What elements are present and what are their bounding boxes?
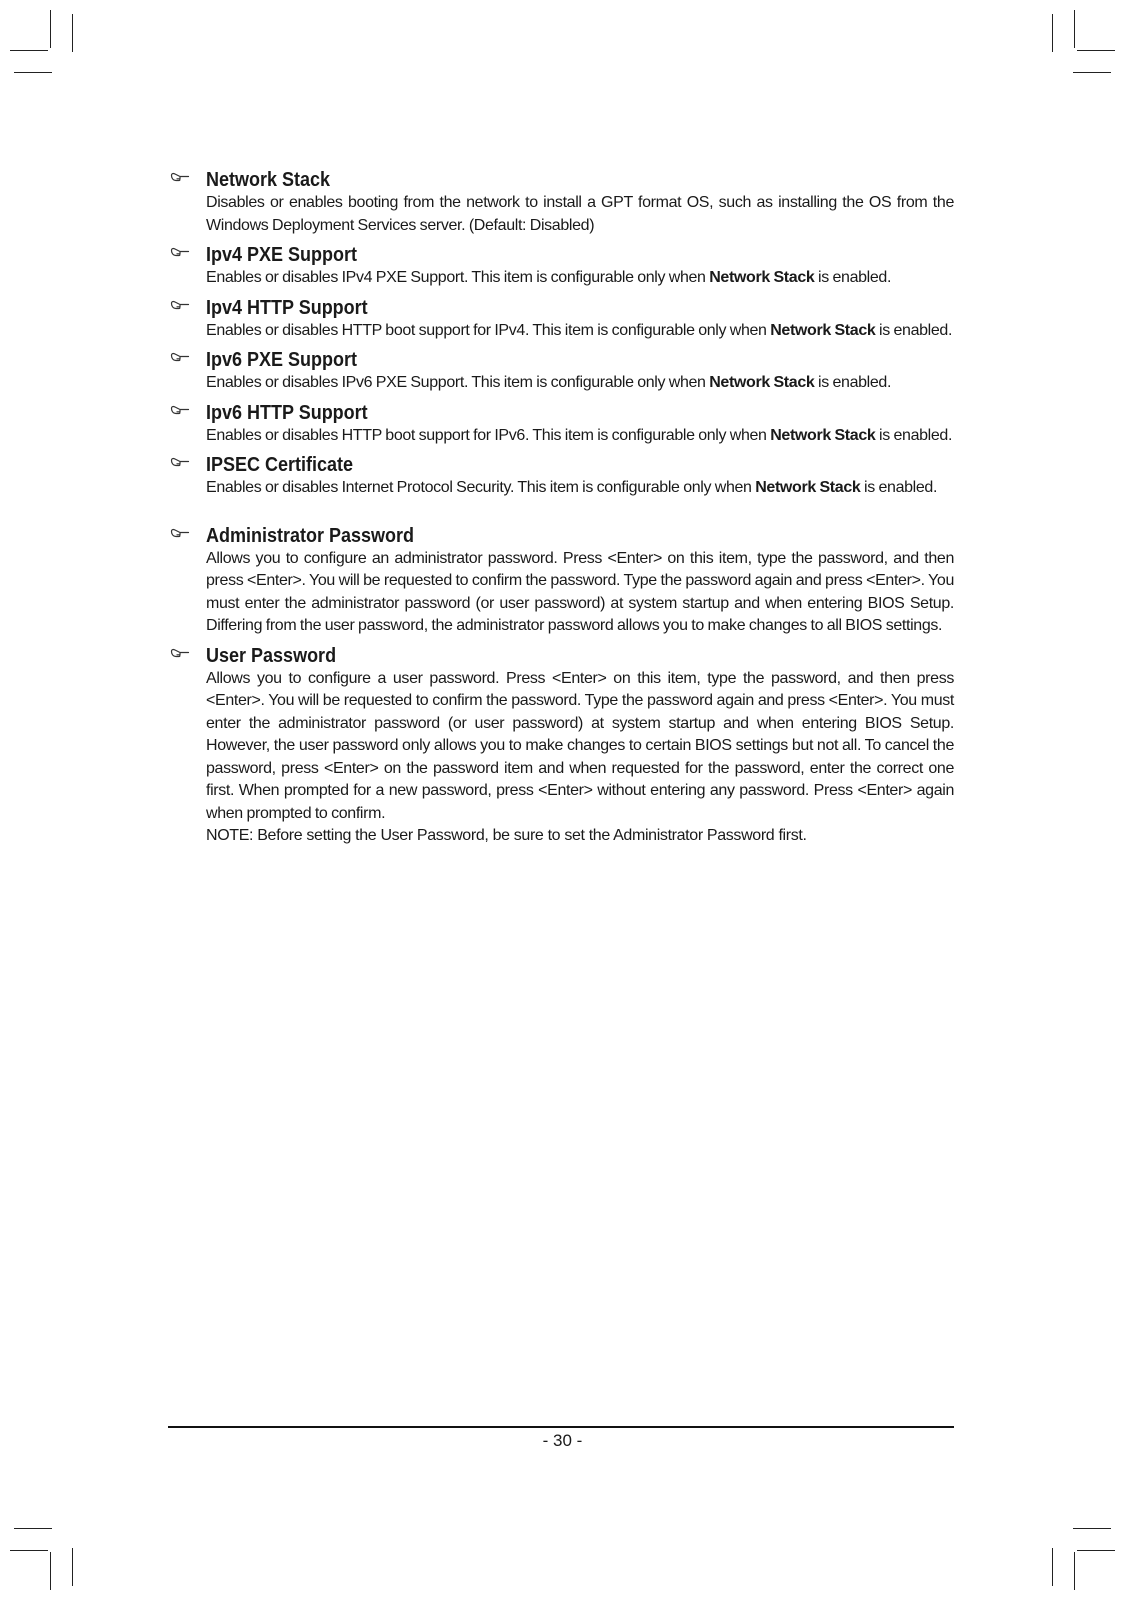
crop-mark (1073, 72, 1111, 73)
setting-title: Ipv4 PXE Support (206, 244, 358, 266)
setting-title: Ipv6 HTTP Support (206, 401, 368, 424)
emphasized-term: Network Stack (770, 426, 876, 444)
description-text: is enabled. (860, 479, 938, 496)
description-text: is enabled. (814, 269, 892, 286)
emphasized-term: Network Stack (755, 479, 861, 496)
content (168, 168, 954, 854)
emphasized-term: Network Stack (709, 374, 815, 391)
description-text: is enabled. (875, 426, 953, 444)
crop-mark (1052, 1548, 1053, 1586)
description-text: Enables or disables HTTP boot support for IPv4. This item is configurable only when (206, 321, 771, 339)
setting-description (206, 320, 954, 343)
pointing-hand-icon (170, 528, 190, 540)
setting-item (168, 644, 954, 848)
crop-mark (14, 72, 52, 73)
setting-description (206, 477, 954, 500)
setting-description (206, 668, 954, 826)
description-text: Disables or enables booting from the network to install a GPT format OS, such as installing the OS from the Windows Deployment Services server. (Default: Disabled) (206, 194, 954, 234)
pointing-hand-icon (170, 352, 190, 364)
setting-title: Ipv4 HTTP Support (206, 296, 368, 319)
setting-description (206, 192, 954, 237)
setting-item (168, 348, 954, 395)
pointing-hand-icon (170, 247, 190, 259)
setting-item (168, 453, 954, 500)
setting-description (206, 548, 954, 638)
page-number: - 30 - (542, 1431, 583, 1450)
pointing-hand-icon (170, 457, 190, 469)
setting-title: User Password (206, 644, 337, 667)
pointing-hand-icon (170, 648, 190, 660)
crop-mark (1074, 10, 1075, 48)
description-text: Enables or disables HTTP boot support for IPv6. This item is configurable only when (206, 426, 771, 444)
setting-description (206, 372, 954, 395)
setting-title: IPSEC Certificate (206, 454, 354, 476)
description-text: Allows you to configure an administrator password. Press <Enter> on this item, type the password, and then press <Enter>. You will be requested to confirm the password. Type the password again and press <Enter>. You must enter the administrator password (or user password) at system startup and when entering BIOS Setup. Differing from the user password, the administrator password allows you to make changes to all BIOS settings. (206, 549, 954, 634)
crop-mark (50, 10, 51, 48)
crop-mark (1077, 1550, 1115, 1551)
description-text: Enables or disables IPv6 PXE Support. This item is configurable only when (206, 374, 710, 391)
crop-mark (1052, 14, 1053, 52)
description-text: is enabled. (875, 321, 953, 339)
crop-mark (10, 1550, 48, 1551)
emphasized-term: Network Stack (770, 321, 876, 339)
setting-title: Administrator Password (206, 524, 415, 547)
setting-item (168, 401, 954, 448)
setting-item (168, 524, 954, 638)
setting-item (168, 296, 954, 343)
crop-mark (10, 50, 48, 51)
description-text: Enables or disables Internet Protocol Security. This item is configurable only when (206, 479, 756, 496)
setting-item (168, 243, 954, 290)
footer-rule (168, 1426, 954, 1428)
crop-mark (50, 1552, 51, 1590)
setting-title: Ipv6 PXE Support (206, 349, 358, 371)
pointing-hand-icon (170, 300, 190, 312)
crop-mark (72, 1548, 73, 1586)
crop-mark (14, 1528, 52, 1529)
crop-mark (72, 14, 73, 52)
pointing-hand-icon (170, 405, 190, 417)
description-text: is enabled. (814, 374, 892, 391)
pointing-hand-icon (170, 172, 190, 184)
crop-mark (1073, 1528, 1111, 1529)
emphasized-term: Network Stack (709, 269, 815, 286)
description-text: Allows you to configure a user password. Press <Enter> on this item, type the password, and then press <Enter>. You will be requested to confirm the password. Type the password again and press <Enter>. You must enter the administrator password (or user password) at system startup and when entering BIOS Setup. However, the user password only allows you to make changes to certain BIOS settings but not all. To cancel the password, press <Enter> on the password item and when requested for the password, enter the correct one first. When prompted for a new password, press <Enter> without entering any password. Press <Enter> again when prompted to confirm. (206, 669, 954, 822)
setting-description (206, 425, 954, 448)
crop-mark (1074, 1552, 1075, 1590)
note-text: NOTE: Before setting the User Password, be sure to set the Administrator Password first. (206, 827, 807, 844)
setting-title: Network Stack (206, 169, 331, 191)
description-text: Enables or disables IPv4 PXE Support. This item is configurable only when (206, 269, 710, 286)
setting-description (206, 267, 954, 290)
setting-item (168, 168, 954, 237)
crop-mark (1077, 50, 1115, 51)
